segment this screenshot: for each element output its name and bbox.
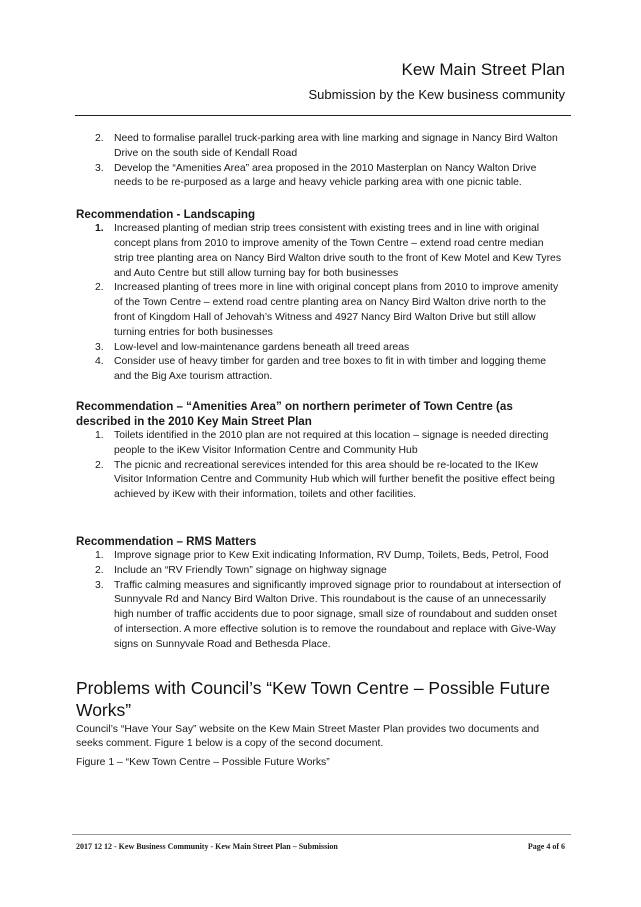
figure-caption: Figure 1 – “Kew Town Centre – Possible Future Works” (76, 757, 330, 769)
list-item-number: 1. (95, 549, 104, 561)
list-item-text: Traffic calming measures and significantly improved signage prior to roundabout at intersection of Sunnyvale Rd and Nancy Bird Walton Drive. This roundabout is the cause of an unnecessarily high number of traffic accidents due to poor signage, small size of roundabout and sudden onset of intersection. A more effective solution is to remove the roundabout and replace with Give-Way signs on Sunnyvale Road and Bethesda Place. (114, 579, 562, 650)
amenities-list (76, 429, 566, 503)
list-item (76, 355, 566, 385)
list-item-number: 3. (95, 162, 104, 174)
list-item-text: Develop the “Amenities Area” area proposed in the 2010 Masterplan on Nancy Walton Drive needs to be re-purposed as a large and heavy vehicle parking area with one picnic table. (114, 162, 537, 189)
problems-paragraph: Council’s “Have Your Say” website on the Kew Main Street Master Plan provides two documents and seeks comment. Figure 1 below is a copy of the second document. (76, 723, 540, 750)
rms-list (76, 549, 566, 653)
list-item (76, 459, 566, 503)
problems-heading: Problems with Council’s “Kew Town Centre – Possible Future Works” (76, 677, 551, 720)
amenities-heading: Recommendation – “Amenities Area” on northern perimeter of Town Centre (as described in the 2010 Key Main Street Plan (76, 399, 513, 428)
document-body (76, 132, 566, 771)
list-item-text: Increased planting of median strip trees consistent with existing trees and in line with original concept plans from 2010 to improve amenity of the Town Centre – extend road centre median strip tree planting area on Nancy Bird Walton drive south to the front of Kew Motel and Kew Tyres and Auto Centre but still allow turning bay for both businesses (114, 223, 562, 279)
list-item-text: Need to formalise parallel truck-parking area with line marking and signage in Nancy Bird Walton Drive on the south side of Kendall Road (114, 133, 558, 159)
list-item-text: Increased planting of trees more in line with original concept plans from 2010 to improve amenity of the Town Centre – extend road centre planting area on Nancy Bird Walton drive north to the front of Kingdom Hall of Jehovah’s Witness and 4927 Nancy Bird Walton Drive but still allow turning entries for both businesses (114, 282, 559, 338)
landscaping-list (76, 222, 566, 385)
list-item-text: Low-level and low-maintenance gardens beneath all treed areas (114, 341, 410, 353)
list-item-text: The picnic and recreational serevices intended for this area should be re-located to the IKew Visitor Information Centre and Community Hub which will further benefit the positive effect being achieved by iKew with their information, toilets and other facilities. (114, 459, 555, 501)
document-subtitle: Submission by the Kew business community (308, 87, 565, 102)
list-item (76, 222, 566, 281)
list-item-number: 2. (95, 133, 104, 144)
list-item-text: Include an “RV Friendly Town” signage on highway signage (114, 564, 387, 576)
landscaping-heading: Recommendation - Landscaping (76, 208, 256, 222)
list-item (76, 341, 566, 356)
list-item (76, 579, 566, 653)
list-item-number: 4. (95, 356, 104, 368)
list-item-number: 2. (95, 564, 104, 576)
list-item (76, 429, 566, 459)
list-item-number: 2. (95, 459, 104, 471)
list-item-number: 1. (95, 429, 104, 441)
intro-list (76, 132, 566, 191)
list-item (76, 281, 566, 340)
list-item-text: Improve signage prior to Kew Exit indicating Information, RV Dump, Toilets, Beds, Petrol, Food (114, 549, 549, 561)
list-item-text: Toilets identified in the 2010 plan are not required at this location – signage is needed directing people to the iKew Visitor Information Centre and Community Hub (114, 429, 549, 456)
list-item (76, 564, 566, 579)
header-divider (75, 115, 571, 116)
document-title: Kew Main Street Plan (401, 60, 565, 79)
footer-divider (72, 834, 571, 835)
footer-document-info: 2017 12 12 - Kew Business Community - Kew Main Street Plan – Submission (76, 842, 338, 851)
rms-heading: Recommendation – RMS Matters (76, 534, 257, 548)
list-item (76, 549, 566, 564)
list-item-number: 1. (95, 223, 104, 235)
list-item-number: 2. (95, 282, 104, 294)
list-item-number: 3. (95, 341, 104, 353)
list-item (76, 162, 566, 192)
list-item-number: 3. (95, 579, 104, 591)
footer-page-number: Page 4 of 6 (527, 842, 565, 851)
list-item (76, 132, 566, 162)
list-item-text: Consider use of heavy timber for garden and tree boxes to fit in with timber and logging theme and the Big Axe tourism attraction. (114, 356, 547, 383)
